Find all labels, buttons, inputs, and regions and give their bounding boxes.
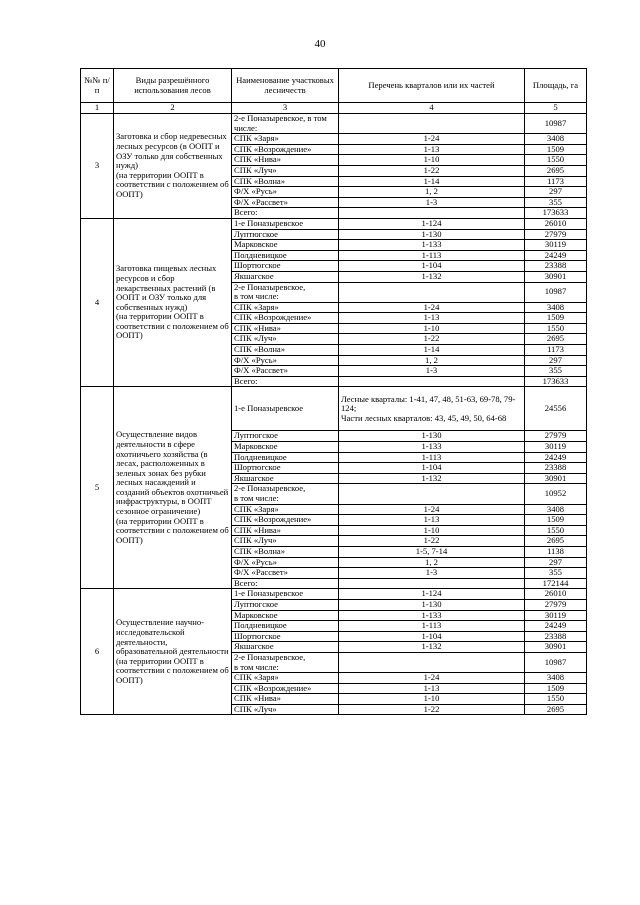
area-value: 23388 bbox=[525, 261, 587, 272]
header-area: Площадь, га bbox=[525, 69, 587, 103]
forestry-name: Всего: bbox=[232, 578, 339, 589]
area-value: 355 bbox=[525, 197, 587, 208]
forestry-name: Ф/Х «Русь» bbox=[232, 355, 339, 366]
quarters-list: 1-5, 7-14 bbox=[339, 546, 525, 557]
quarters-list: 1-24 bbox=[339, 504, 525, 515]
forestry-name: СПК «Волна» bbox=[232, 176, 339, 187]
quarters-list: 1-124 bbox=[339, 589, 525, 600]
area-value: 355 bbox=[525, 366, 587, 377]
quarters-list: 1-10 bbox=[339, 323, 525, 334]
forestry-name: Якшагское bbox=[232, 473, 339, 484]
area-value: 1509 bbox=[525, 683, 587, 694]
quarters-list: 1-124 bbox=[339, 218, 525, 229]
area-value: 1509 bbox=[525, 144, 587, 155]
area-value: 2695 bbox=[525, 704, 587, 715]
area-value: 27979 bbox=[525, 229, 587, 240]
forestry-name: СПК «Заря» bbox=[232, 302, 339, 313]
forestry-name: Ф/Х «Рассвет» bbox=[232, 366, 339, 377]
quarters-list: 1-104 bbox=[339, 261, 525, 272]
table-row bbox=[81, 589, 587, 600]
area-value: 1173 bbox=[525, 345, 587, 356]
quarters-list: 1-104 bbox=[339, 631, 525, 642]
forestry-name: Якшагское bbox=[232, 271, 339, 282]
table-body bbox=[81, 114, 587, 715]
quarters-list: 1-132 bbox=[339, 473, 525, 484]
quarters-list: 1-24 bbox=[339, 134, 525, 145]
quarters-list: 1-133 bbox=[339, 610, 525, 621]
quarters-list: 1-3 bbox=[339, 366, 525, 377]
header-row bbox=[81, 69, 587, 103]
area-value: 173633 bbox=[525, 208, 587, 219]
quarters-list: 1-22 bbox=[339, 165, 525, 176]
header-num: №№ п/п bbox=[81, 69, 114, 103]
forestry-name: СПК «Волна» bbox=[232, 345, 339, 356]
area-value: 23388 bbox=[525, 463, 587, 474]
area-value: 2695 bbox=[525, 165, 587, 176]
quarters-list: 1-132 bbox=[339, 642, 525, 653]
forestry-name: СПК «Возрождение» bbox=[232, 313, 339, 324]
quarters-list bbox=[339, 208, 525, 219]
quarters-list: 1-22 bbox=[339, 704, 525, 715]
table-row bbox=[81, 218, 587, 229]
quarters-list: 1-10 bbox=[339, 155, 525, 166]
forestry-name: 1-е Поназыревское bbox=[232, 387, 339, 431]
group-number: 6 bbox=[81, 589, 114, 715]
quarters-list: 1-113 bbox=[339, 250, 525, 261]
quarters-list: 1-13 bbox=[339, 515, 525, 526]
column-number-row bbox=[81, 103, 587, 114]
area-value: 1509 bbox=[525, 313, 587, 324]
quarters-list: 1-130 bbox=[339, 599, 525, 610]
quarters-list: 1-132 bbox=[339, 271, 525, 282]
quarters-list bbox=[339, 376, 525, 387]
header-type: Виды разрешённого использования лесов bbox=[114, 69, 232, 103]
quarters-list: 1, 2 bbox=[339, 557, 525, 568]
use-type: Осуществление видов деятельности в сфере охотничьего хозяйства (в лесах, расположенных в зеленых зонах без рубки лесных насаждений и созданий объектов охотничьей инфраструктуры, в ООПТ сезонное ограничение) (на территории ООПТ в соответствии с положением об ООПТ) bbox=[114, 387, 232, 589]
area-value: 23388 bbox=[525, 631, 587, 642]
area-value: 27979 bbox=[525, 431, 587, 442]
area-value: 3408 bbox=[525, 134, 587, 145]
forestry-name: Шортюгское bbox=[232, 261, 339, 272]
forestry-name: СПК «Заря» bbox=[232, 673, 339, 684]
quarters-list: 1-13 bbox=[339, 144, 525, 155]
forestry-name: СПК «Луч» bbox=[232, 334, 339, 345]
area-value: 173633 bbox=[525, 376, 587, 387]
area-value: 297 bbox=[525, 187, 587, 198]
forestry-name: Всего: bbox=[232, 376, 339, 387]
forest-use-table bbox=[80, 68, 587, 715]
forestry-name: Шортюгское bbox=[232, 463, 339, 474]
table-row bbox=[81, 387, 587, 431]
forestry-name: Ф/Х «Русь» bbox=[232, 557, 339, 568]
quarters-list: 1-14 bbox=[339, 176, 525, 187]
quarters-list: 1-24 bbox=[339, 673, 525, 684]
forestry-name: СПК «Луч» bbox=[232, 536, 339, 547]
quarters-list: 1-3 bbox=[339, 568, 525, 579]
forestry-name: СПК «Возрождение» bbox=[232, 515, 339, 526]
area-value: 1173 bbox=[525, 176, 587, 187]
quarters-list: 1-113 bbox=[339, 452, 525, 463]
area-value: 1138 bbox=[525, 546, 587, 557]
forestry-name: СПК «Луч» bbox=[232, 704, 339, 715]
quarters-list: 1-13 bbox=[339, 313, 525, 324]
forestry-name: Ф/Х «Рассвет» bbox=[232, 197, 339, 208]
quarters-list: 1-22 bbox=[339, 334, 525, 345]
page-number: 40 bbox=[314, 38, 326, 50]
forestry-name: 2-е Поназыревское, в том числе: bbox=[232, 484, 339, 504]
quarters-list: 1-104 bbox=[339, 463, 525, 474]
quarters-list bbox=[339, 652, 525, 672]
quarters-list: 1-10 bbox=[339, 694, 525, 705]
quarters-list: 1, 2 bbox=[339, 355, 525, 366]
header-forestry: Наименование участковых лесничеств bbox=[232, 69, 339, 103]
quarters-list: 1-22 bbox=[339, 536, 525, 547]
quarters-list: 1-14 bbox=[339, 345, 525, 356]
area-value: 30119 bbox=[525, 442, 587, 453]
area-value: 355 bbox=[525, 568, 587, 579]
forestry-name: Луптюгское bbox=[232, 599, 339, 610]
col-number: 4 bbox=[339, 103, 525, 114]
area-value: 10987 bbox=[525, 114, 587, 134]
quarters-list: 1-24 bbox=[339, 302, 525, 313]
quarters-list: 1, 2 bbox=[339, 187, 525, 198]
area-value: 3408 bbox=[525, 673, 587, 684]
forestry-name: 2-е Поназыревское, в том числе: bbox=[232, 282, 339, 302]
area-value: 30119 bbox=[525, 240, 587, 251]
area-value: 30119 bbox=[525, 610, 587, 621]
quarters-list bbox=[339, 114, 525, 134]
forestry-name: 1-е Поназыревское bbox=[232, 589, 339, 600]
col-number: 2 bbox=[114, 103, 232, 114]
forestry-name: СПК «Возрождение» bbox=[232, 144, 339, 155]
forestry-name: СПК «Луч» bbox=[232, 165, 339, 176]
area-value: 2695 bbox=[525, 334, 587, 345]
forestry-name: Шортюгское bbox=[232, 631, 339, 642]
forestry-name: 2-е Поназыревское, в том числе: bbox=[232, 652, 339, 672]
area-value: 26010 bbox=[525, 589, 587, 600]
area-value: 30901 bbox=[525, 473, 587, 484]
area-value: 1550 bbox=[525, 323, 587, 334]
group-number: 4 bbox=[81, 218, 114, 387]
area-value: 1550 bbox=[525, 525, 587, 536]
use-type: Осуществление научно-исследовательской деятельности, образовательной деятельности (на территории ООПТ в соответствии с положением об ООПТ) bbox=[114, 589, 232, 715]
area-value: 1550 bbox=[525, 155, 587, 166]
quarters-list: Лесные кварталы: 1-41, 47, 48, 51-63, 69-78, 79-124; Части лесных кварталов: 43, 45, 49, 50, 64-68 bbox=[339, 387, 525, 431]
area-value: 10987 bbox=[525, 652, 587, 672]
forestry-name: СПК «Возрождение» bbox=[232, 683, 339, 694]
forestry-name: СПК «Нива» bbox=[232, 525, 339, 536]
col-number: 1 bbox=[81, 103, 114, 114]
area-value: 2695 bbox=[525, 536, 587, 547]
forestry-name: Луптюгское bbox=[232, 229, 339, 240]
area-value: 297 bbox=[525, 557, 587, 568]
header-quarters: Перечень кварталов или их частей bbox=[339, 69, 525, 103]
forestry-name: Всего: bbox=[232, 208, 339, 219]
forestry-name: Марковское bbox=[232, 240, 339, 251]
use-type: Заготовка и сбор недревесных лесных ресурсов (в ООПТ и ОЗУ только для собственных нужд) (на территории ООПТ в соответствии с положением об ООПТ) bbox=[114, 114, 232, 219]
area-value: 172144 bbox=[525, 578, 587, 589]
quarters-list: 1-113 bbox=[339, 621, 525, 632]
area-value: 1550 bbox=[525, 694, 587, 705]
quarters-list bbox=[339, 578, 525, 589]
use-type: Заготовка пищевых лесных ресурсов и сбор лекарственных растений (в ООПТ и ОЗУ только для собственных нужд) (на территории ООПТ в соответствии с положением об ООПТ) bbox=[114, 218, 232, 387]
quarters-list: 1-133 bbox=[339, 442, 525, 453]
area-value: 30901 bbox=[525, 271, 587, 282]
quarters-list: 1-13 bbox=[339, 683, 525, 694]
area-value: 24249 bbox=[525, 250, 587, 261]
quarters-list: 1-3 bbox=[339, 197, 525, 208]
forestry-name: СПК «Нива» bbox=[232, 694, 339, 705]
area-value: 24249 bbox=[525, 452, 587, 463]
forestry-name: 1-е Поназыревское bbox=[232, 218, 339, 229]
forestry-name: 2-е Поназыревское, в том числе: bbox=[232, 114, 339, 134]
area-value: 3408 bbox=[525, 302, 587, 313]
quarters-list bbox=[339, 484, 525, 504]
quarters-list: 1-130 bbox=[339, 229, 525, 240]
forestry-name: СПК «Нива» bbox=[232, 323, 339, 334]
group-number: 5 bbox=[81, 387, 114, 589]
col-number: 5 bbox=[525, 103, 587, 114]
area-value: 30901 bbox=[525, 642, 587, 653]
area-value: 27979 bbox=[525, 599, 587, 610]
area-value: 1509 bbox=[525, 515, 587, 526]
forestry-name: Полдневицкое bbox=[232, 452, 339, 463]
forestry-name: Луптюгское bbox=[232, 431, 339, 442]
forestry-name: Якшагское bbox=[232, 642, 339, 653]
quarters-list: 1-133 bbox=[339, 240, 525, 251]
quarters-list: 1-130 bbox=[339, 431, 525, 442]
forestry-name: Марковское bbox=[232, 442, 339, 453]
forestry-name: СПК «Заря» bbox=[232, 504, 339, 515]
forestry-name: Полдневицкое bbox=[232, 621, 339, 632]
quarters-list: 1-10 bbox=[339, 525, 525, 536]
quarters-list bbox=[339, 282, 525, 302]
forestry-name: Ф/Х «Рассвет» bbox=[232, 568, 339, 579]
area-value: 10952 bbox=[525, 484, 587, 504]
forestry-name: СПК «Заря» bbox=[232, 134, 339, 145]
area-value: 297 bbox=[525, 355, 587, 366]
forestry-name: Полдневицкое bbox=[232, 250, 339, 261]
area-value: 10987 bbox=[525, 282, 587, 302]
table-row bbox=[81, 114, 587, 134]
area-value: 24249 bbox=[525, 621, 587, 632]
forestry-name: СПК «Нива» bbox=[232, 155, 339, 166]
forestry-name: СПК «Волна» bbox=[232, 546, 339, 557]
forestry-name: Ф/Х «Русь» bbox=[232, 187, 339, 198]
col-number: 3 bbox=[232, 103, 339, 114]
area-value: 24556 bbox=[525, 387, 587, 431]
area-value: 3408 bbox=[525, 504, 587, 515]
area-value: 26010 bbox=[525, 218, 587, 229]
group-number: 3 bbox=[81, 114, 114, 219]
forestry-name: Марковское bbox=[232, 610, 339, 621]
